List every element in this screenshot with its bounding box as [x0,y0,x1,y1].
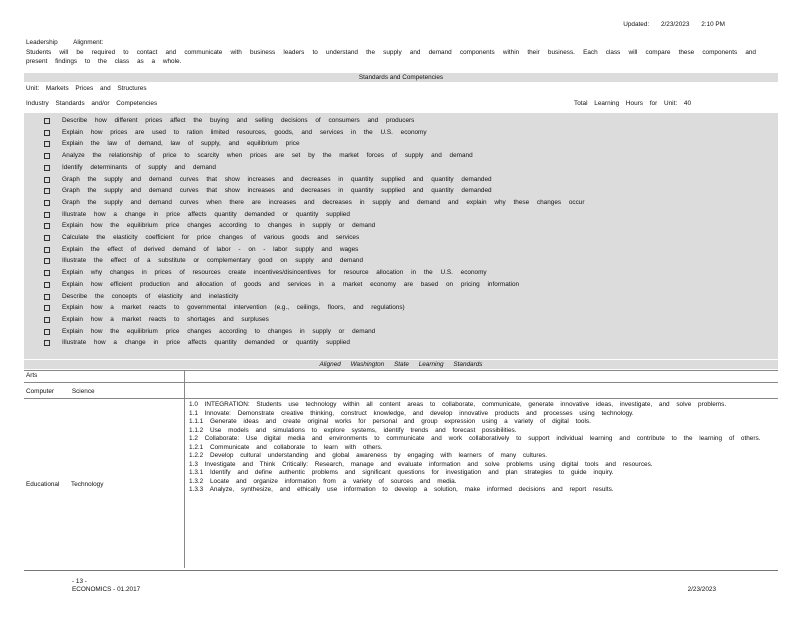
updated-stamp [613,21,725,28]
footer-page-number: - 13 - [72,578,87,585]
tech-standard-item: 1.1.1 Generate ideas and create original works for personal and group expression using a variety of digital tools. [189,418,591,425]
checkbox-icon [44,340,50,346]
tech-standard-item: 1.1 Innovate: Demonstrate creative thinking, construct knowledge, and develop innovative products and processes using technology. [189,409,634,417]
unit-label: Unit: [26,85,40,92]
standards-competencies-header: Standards and Competencies [24,73,778,82]
updated-label: Updated: [623,21,650,28]
unit-value: Markets Prices and Structures [45,85,147,92]
checkbox-icon [44,235,50,241]
table-rule [24,398,778,399]
total-hours-label: Total Learning Hours for Unit: [574,100,678,107]
checkbox-icon [44,247,50,253]
checkbox-icon [44,200,50,206]
checkbox-icon [44,212,50,218]
checkbox-icon [44,294,50,300]
checkbox-icon [44,329,50,335]
total-hours-value: 40 [683,100,692,107]
standard-text: Identify determinants of supply and demand [62,163,216,171]
standard-text: Graph the supply and demand curves that show increases and decreases in quantity supplied and quantity demanded [62,187,492,195]
standard-text: Calculate the elasticity coefficient for price changes of various goods and services [62,234,360,241]
standard-text: Describe how different prices affect the buying and selling decisions of consumers and producers [62,117,415,124]
standard-text: Graph the supply and demand curves when there are increases and decreases in supply and demand and explain why these changes occur [62,198,585,206]
standard-text: Explain how the equilibrium price changes according to changes in supply or demand [62,222,376,230]
checkbox-icon [44,188,50,194]
updated-date: 2/23/2023 [660,21,690,28]
standards-list [24,113,778,359]
checkbox-icon [44,177,50,183]
industry-standards-row [26,100,756,107]
footer-course: ECONOMICS - 01.2017 [72,586,141,593]
footer-date: 2/23/2023 [687,586,716,593]
tech-standard-item: 1.0 INTEGRATION: Students use technology within all content areas to collaborate, communicate, generate innovative ideas, investigate, and solve problems. [189,401,727,408]
aligned-standards-table [24,370,778,568]
alignment-label: Alignment: [73,39,104,46]
aligned-standards-header: Aligned Washington State Learning Standards [24,360,778,369]
row-label-educational-technology: Educational Technology [26,481,104,488]
standard-text: Explain how prices are used to ration limited resources, goods, and services in the U.S. economy [62,128,427,136]
leadership-title: Leadership [26,39,58,46]
checkbox-icon [44,141,50,147]
standard-text: Explain how a market reacts to governmental intervention (e.g., ceilings, floors, and regulations) [62,304,405,312]
total-hours [574,100,691,107]
checkbox-icon [44,317,50,323]
checkbox-icon [44,305,50,311]
unit-row [26,85,147,92]
checkbox-icon [44,282,50,288]
tech-standard-item: 1.2.1 Communicate and collaborate to learn with others. [189,443,383,451]
leadership-text: Students will be required to contact and communicate with business leaders to understand the supply and demand components within their business. Each class will compare these components and present findings to the class as a whole. [26,49,756,65]
checkbox-icon [44,258,50,264]
tech-standard-item: 1.3 Investigate and Think Critically: Research, manage and evaluate information and solve problems using digital tools and resources. [189,460,653,468]
educational-technology-standards [189,401,774,495]
standard-text: Explain how efficient production and allocation of goods and services in a market economy are based on pricing information [62,280,520,288]
standard-text: Explain why changes in prices of resources create incentives/disincentives for resource allocation in the U.S. economy [62,269,487,277]
standard-text: Graph the supply and demand curves that show increases and decreases in quantity supplied and quantity demanded [62,175,492,183]
updated-time: 2:10 PM [701,21,725,28]
tech-standard-item: 1.3.2 Locate and organize information from a variety of sources and media. [189,477,457,485]
tech-standard-item: 1.2 Collaborate: Use digital media and environments to communicate and work collaboratively to support individual learning and contribute to the learning of others. [189,435,761,442]
tech-standard-item: 1.2.2 Develop cultural understanding and global awareness by engaging with learners of many cultures. [189,452,548,459]
standard-text: Explain how the equilibrium price changes according to changes in supply or demand [62,327,376,335]
standard-text: Describe the concepts of elasticity and inelasticity [62,292,239,300]
left-column-border [24,370,185,568]
checkbox-icon [44,118,50,124]
table-rule [24,382,778,383]
row-label-computer-science: Computer Science [26,388,95,395]
tech-standard-item: 1.3.3 Analyze, synthesize, and ethically use information to develop a solution, make informed decisions and report results. [189,486,614,493]
tech-standard-item: 1.1.2 Use models and simulations to explore systems, identify trends and forecast possibilities. [189,426,517,434]
checkbox-icon [44,153,50,159]
standard-text: Explain how a market reacts to shortages and surpluses [62,315,269,323]
checkbox-icon [44,165,50,171]
standard-text: Explain the law of demand, law of supply, and equilibrium price [62,140,300,148]
checkbox-icon [44,270,50,276]
checkbox-icon [44,130,50,136]
standard-text: Explain the effect of derived demand of labor - on - labor supply and wages [62,245,359,253]
footer-divider [24,570,778,571]
row-label-arts: Arts [26,372,38,379]
tech-standard-item: 1.3.1 Identify and define authentic problems and significant questions for investigation and plan strategies to guide inquiry. [189,469,614,476]
standard-text: Illustrate the effect of a substitute or complementary good on supply and demand [62,257,364,265]
industry-label: Industry Standards and/or Competencies [26,100,158,107]
leadership-heading [26,39,117,46]
standard-text: Illustrate how a change in price affects quantity demanded or quantity supplied [62,210,350,218]
standard-text: Analyze the relationship of price to scarcity when prices are set by the market forces of supply and demand [62,152,473,160]
checkbox-icon [44,223,50,229]
standard-text: Illustrate how a change in price affects quantity demanded or quantity supplied [62,339,350,347]
